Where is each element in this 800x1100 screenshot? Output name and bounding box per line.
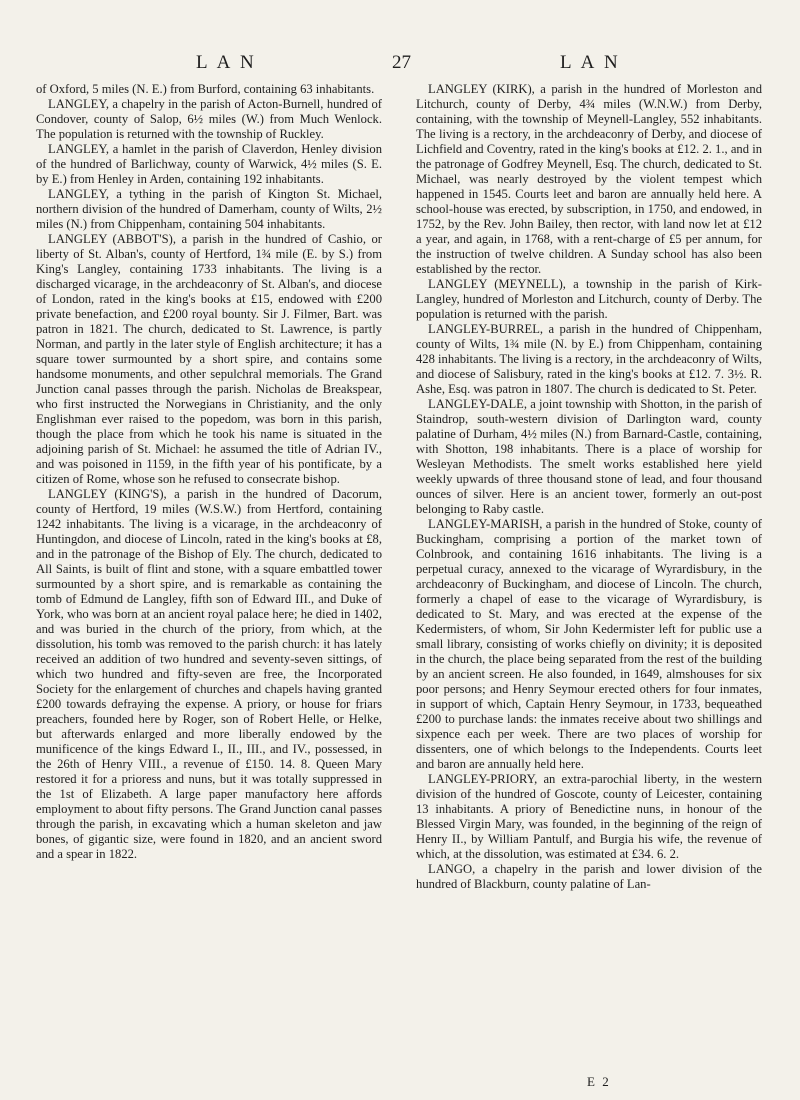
entry-langley-meynell: LANGLEY (MEYNELL), a township in the parish of Kirk-Langley, hundred of Morleston and Litchurch, county of Derby. The population is returned with the parish. bbox=[416, 277, 762, 321]
entry-langley-kings: LANGLEY (KING'S), a parish in the hundred of Dacorum, county of Hertford, 19 miles (W.S.W.) from Hertford, containing 1242 inhabitants. The living is a vicarage, in the archdeaconry of Huntingdon, and diocese of Lincoln, rated in the king's books at £8, and in the patronage of the Bishop of Ely. The church, dedicated to All Saints, is built of flint and stone, with a square embattled tower surmounted by a short spire, and is remarkable as containing the tomb of Edmund de Langley, fifth son of Edward III., and Duke of York, who was born at an ancient royal palace here; he died in 1402, and was buried in the church of the priory, from which, at the dissolution, his tomb was removed to the parish church: it has lately received an addition of two hundred and seventy-seven sittings, of which two hundred and fifty-seven are free, the Incorporated Society for the enlargement of churches and chapels having granted £200 towards defraying the expense. A priory, or house for friars preachers, founded here by Roger, son of Robert Helle, or Helke, but afterwards enlarged and more liberally endowed by the munificence of the kings Edward I., II., III., and IV., possessed, in the 26th of Henry VIII., a revenue of £150. 14. 8. Queen Mary restored it for a prioress and nuns, but it was totally suppressed in the 1st of Elizabeth. A large paper manufactory here affords employment to about fifty persons. The Grand Junction canal passes through the parish, in excavating which a human skeleton and jaw bones, of gigantic size, were found in 1820, and an ancient sword and a spear in 1822. bbox=[36, 487, 382, 861]
entry-lango: LANGO, a chapelry in the parish and lower division of the hundred of Blackburn, county palatine of Lan- bbox=[416, 862, 762, 891]
running-head-left: L A N bbox=[196, 52, 257, 73]
right-column bbox=[416, 82, 762, 1092]
entry-langley-burrel: LANGLEY-BURREL, a parish in the hundred of Chippenham, county of Wilts, 1¾ mile (N. by E.) from Chippenham, containing 428 inhabitants. The living is a rectory, in the archdeaconry of Wilts, and diocese of Salisbury, rated in the king's books at £12. 7. 3½. R. Ashe, Esq. was patron in 1807. The church is dedicated to St. Peter. bbox=[416, 322, 762, 396]
page-number: 27 bbox=[392, 52, 411, 73]
signature-mark: E 2 bbox=[587, 1074, 611, 1089]
entry-langley-marish: LANGLEY-MARISH, a parish in the hundred of Stoke, county of Buckingham, comprising a portion of the market town of Colnbrook, and containing 1616 inhabitants. The living is a perpetual curacy, annexed to the vicarage of Wyrardisbury, in the archdeaconry of Buckingham, and diocese of Lincoln. The church, formerly a chapel of ease to the vicarage of Wyrardisbury, is dedicated to St. Mary, and was erected at the expense of the Kedermisters, of whom, Sir John Kedermister left for public use a small library, consisting of works chiefly on divinity; it is deposited in the church, the place being separated from the rest of the building by an ancient screen. He also founded, in 1649, almshouses for six poor persons; and Henry Seymour erected others for four inmates, in support of which, Captain Henry Seymour, in 1733, bequeathed £200 to purchase lands: the inmates receive about two shillings and sixpence each per week. There are two places of worship for dissenters, one of which belongs to the Independents. Courts leet and baron are annually held here. bbox=[416, 517, 762, 771]
entry-langley-priory: LANGLEY-PRIORY, an extra-parochial liberty, in the western division of the hundred of Goscote, county of Leicester, containing 13 inhabitants. A priory of Benedictine nuns, in honour of the Blessed Virgin Mary, was founded, in the beginning of the reign of Henry II., by William Pantulf, and Burgia his wife, the revenue of which, at the dissolution, was estimated at £34. 6. 2. bbox=[416, 772, 762, 861]
entry-langley-acton-burnell: LANGLEY, a chapelry in the parish of Acton-Burnell, hundred of Condover, county of Salop, 6½ miles (W.) from Much Wenlock. The population is returned with the township of Ruckley. bbox=[36, 97, 382, 141]
running-head-right: L A N bbox=[560, 52, 621, 73]
entry-langley-dale: LANGLEY-DALE, a joint township with Shotton, in the parish of Staindrop, south-western division of Darlington ward, county palatine of Durham, 4½ miles (N.) from Barnard-Castle, containing, with Shotton, 198 inhabitants. There is a place of worship for Wesleyan Methodists. The smelt works established here yield weekly upwards of three thousand stone of lead, and four thousand ounces of silver. Here is an ancient tower, formerly an out-post belonging to Raby castle. bbox=[416, 397, 762, 516]
left-column bbox=[36, 82, 382, 1092]
entry-langley-kirk: LANGLEY (KIRK), a parish in the hundred of Morleston and Litchurch, county of Derby, 4¾ miles (W.N.W.) from Derby, containing, with the township of Meynell-Langley, 552 inhabitants. The living is a rectory, in the archdeaconry of Derby, and diocese of Lichfield and Coventry, rated in the king's books at £12. 2. 1., and in the patronage of Godfrey Meynell, Esq. The church, dedicated to St. Michael, was nearly destroyed by the violent tempest which happened in 1545. Courts leet and baron are annually held here. A school-house was erected, by subscription, in 1750, and endowed, in 1752, by the Rev. John Bailey, then rector, with land now let at £12 a year, and again, in 1768, with a rent-charge of £5 per annum, for the instruction of twelve children. A Sunday school has also been established by the rector. bbox=[416, 82, 762, 276]
entry-langley-abbots: LANGLEY (ABBOT'S), a parish in the hundred of Cashio, or liberty of St. Alban's, county of Hertford, 1¾ mile (E. by S.) from King's Langley, containing 1733 inhabitants. The living is a discharged vicarage, in the archdeaconry of St. Alban's, and diocese of London, rated in the king's books at £15, endowed with £200 private benefaction, and £200 royal bounty. Sir J. Filmer, Bart. was patron in 1821. The church, dedicated to St. Lawrence, is partly Norman, and partly in the later style of English architecture; it has a square tower surmounted by a short spire, and contains some handsome monuments, and other sepulchral memorials. The Grand Junction canal passes through the parish. Nicholas de Breakspear, who first instructed the Norwegians in Christianity, and the only Englishman ever raised to the popedom, was born in this parish, though the place from which he took his name is situated in the adjoining parish of St. Michael: he assumed the title of Adrian IV., and was poisoned in 1159, in the fifth year of his pontificate, by a citizen of Rome, whose son he refused to consecrate bishop. bbox=[36, 232, 382, 486]
entry-langley-kington: LANGLEY, a tything in the parish of Kington St. Michael, northern division of the hundred of Damerham, county of Wilts, 2½ miles (N.) from Chippenham, containing 504 inhabitants. bbox=[36, 187, 382, 231]
running-head bbox=[0, 52, 800, 76]
entry-continuation: of Oxford, 5 miles (N. E.) from Burford, containing 63 inhabitants. bbox=[36, 82, 375, 96]
entry-langley-claverdon: LANGLEY, a hamlet in the parish of Claverdon, Henley division of the hundred of Barlichway, county of Warwick, 4½ miles (S. E. by E.) from Henley in Arden, containing 192 inhabitants. bbox=[36, 142, 382, 186]
